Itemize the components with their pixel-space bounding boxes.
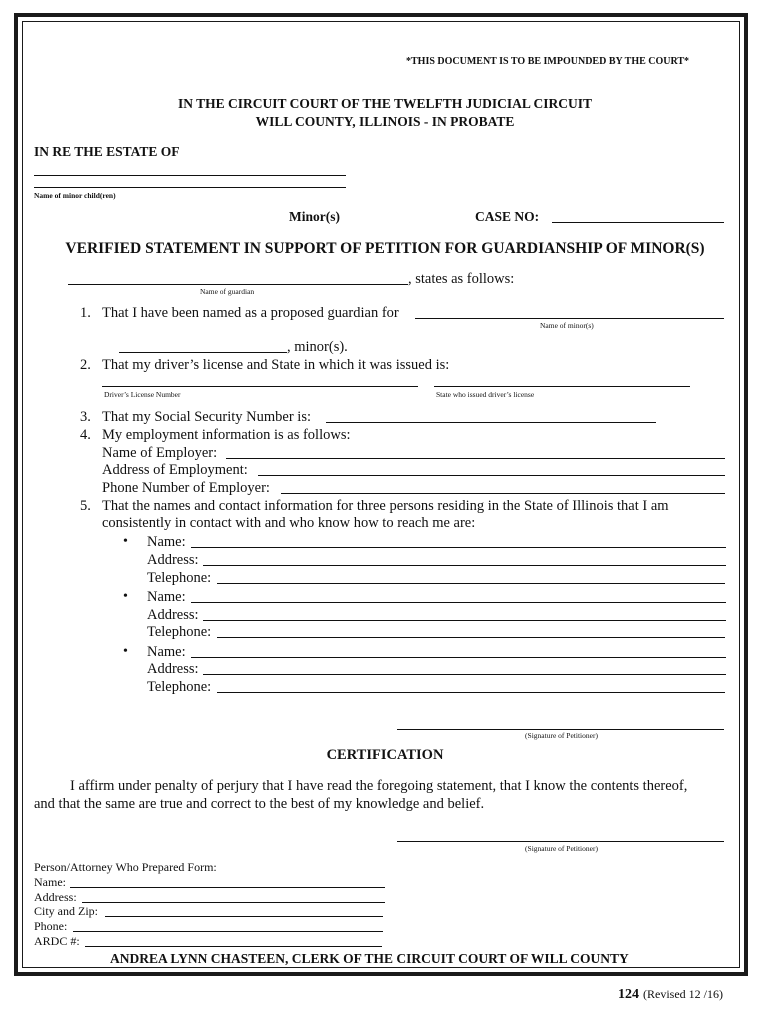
contact-2-address-label: Address:: [147, 607, 199, 623]
contact-1-bullet: •: [123, 534, 128, 549]
contact-1-address-label: Address:: [147, 552, 199, 568]
item-3-text: That my Social Security Number is:: [102, 409, 312, 425]
clerk-name: ANDREA LYNN CHASTEEN, CLERK OF THE CIRCUIT COURT OF WILL COUNTY: [110, 951, 629, 966]
petitioner-signature-field[interactable]: [397, 729, 724, 730]
item-1-text: That I have been named as a proposed guardian for: [102, 305, 399, 321]
employer-name-field[interactable]: [226, 458, 725, 459]
court-name: IN THE CIRCUIT COURT OF THE TWELFTH JUDICIAL CIRCUIT: [177, 96, 593, 111]
contact-1-telephone-field[interactable]: [217, 583, 725, 584]
employer-address-label: Address of Employment:: [102, 462, 248, 478]
contact-2-telephone-field[interactable]: [217, 637, 725, 638]
contact-1-name-field[interactable]: [191, 547, 726, 548]
certification-text-line-2: and that the same are true and correct to the best of my knowledge and belief.: [34, 796, 485, 812]
employer-name-label: Name of Employer:: [102, 445, 218, 461]
preparer-ardc-field[interactable]: [85, 946, 382, 947]
item-1-number: 1.: [80, 305, 91, 321]
contact-3-address-label: Address:: [147, 661, 199, 677]
item-3-number: 3.: [80, 409, 91, 425]
item-5-text-line-2: consistently in contact with and who know how to reach me are:: [102, 515, 476, 531]
guardian-name-field[interactable]: [68, 284, 408, 285]
preparer-phone-label: Phone:: [34, 919, 68, 933]
case-no-field[interactable]: [552, 222, 724, 223]
form-number: 124: [618, 987, 639, 1002]
revision-date: (Revised 12 /16): [643, 987, 723, 1001]
license-state-field[interactable]: [434, 386, 690, 387]
item-2-number: 2.: [80, 357, 91, 373]
certification-heading: CERTIFICATION: [326, 747, 444, 763]
license-number-caption: Driver’s License Number: [104, 390, 181, 399]
court-county: WILL COUNTY, ILLINOIS - IN PROBATE: [255, 114, 515, 129]
minor-name-line-1[interactable]: [34, 175, 346, 176]
preparer-heading: Person/Attorney Who Prepared Form:: [34, 860, 217, 874]
item-2-text: That my driver’s license and State in which it was issued is:: [102, 357, 450, 373]
contact-2-name-field[interactable]: [191, 602, 726, 603]
minor-name-field-2[interactable]: [119, 352, 287, 353]
contact-2-telephone-label: Telephone:: [147, 624, 212, 640]
contact-3-bullet: •: [123, 644, 128, 659]
contact-3-name-label: Name:: [147, 644, 186, 660]
ssn-field[interactable]: [326, 422, 656, 423]
contact-2-name-label: Name:: [147, 589, 186, 605]
document-title: VERIFIED STATEMENT IN SUPPORT OF PETITION FOR GUARDIANSHIP OF MINOR(S): [65, 240, 705, 257]
preparer-ardc-label: ARDC #:: [34, 934, 80, 948]
estate-of-label: IN RE THE ESTATE OF: [34, 144, 180, 159]
license-number-field[interactable]: [102, 386, 418, 387]
certification-text-line-1: I affirm under penalty of perjury that I have read the foregoing statement, that I know the contents thereof,: [70, 778, 688, 794]
petitioner-signature-caption: (Signature of Petitioner): [525, 731, 598, 740]
preparer-city-zip-field[interactable]: [105, 916, 383, 917]
item-5-text-line-1: That the names and contact information for three persons residing in the State of Illinois that I am: [102, 498, 669, 514]
contact-3-name-field[interactable]: [191, 657, 726, 658]
minor-name-line-2[interactable]: [34, 187, 346, 188]
minors-suffix: , minor(s).: [287, 339, 348, 355]
contact-3-telephone-field[interactable]: [217, 692, 725, 693]
guardian-name-caption: Name of guardian: [200, 287, 255, 296]
contact-1-telephone-label: Telephone:: [147, 570, 212, 586]
certification-signature-caption: (Signature of Petitioner): [525, 844, 598, 853]
certification-signature-field[interactable]: [397, 841, 724, 842]
preparer-phone-field[interactable]: [73, 931, 383, 932]
preparer-name-field[interactable]: [70, 887, 385, 888]
minor-name-caption: Name of minor child(ren): [34, 191, 116, 200]
contact-1-name-label: Name:: [147, 534, 186, 550]
form-footer: [618, 985, 723, 1003]
item-4-number: 4.: [80, 427, 91, 443]
contact-3-telephone-label: Telephone:: [147, 679, 212, 695]
minors-label: Minor(s): [289, 209, 340, 224]
preparer-city-zip-label: City and Zip:: [34, 904, 98, 918]
preparer-address-label: Address:: [34, 890, 77, 904]
contact-3-address-field[interactable]: [203, 674, 726, 675]
impound-notice: *THIS DOCUMENT IS TO BE IMPOUNDED BY THE COURT*: [406, 56, 690, 67]
preparer-name-label: Name:: [34, 875, 66, 889]
contact-1-address-field[interactable]: [203, 565, 726, 566]
minor-name-label: Name of minor(s): [540, 321, 594, 330]
item-5-number: 5.: [80, 498, 91, 514]
minor-name-field[interactable]: [415, 318, 724, 319]
states-as-follows: , states as follows:: [408, 271, 515, 287]
employer-phone-field[interactable]: [281, 493, 725, 494]
contact-2-bullet: •: [123, 589, 128, 604]
contact-2-address-field[interactable]: [203, 620, 726, 621]
preparer-address-field[interactable]: [82, 902, 385, 903]
employer-phone-label: Phone Number of Employer:: [102, 480, 270, 496]
case-no-label: CASE NO:: [475, 209, 540, 224]
item-4-text: My employment information is as follows:: [102, 427, 351, 443]
employer-address-field[interactable]: [258, 475, 725, 476]
license-state-caption: State who issued driver’s license: [436, 390, 535, 399]
